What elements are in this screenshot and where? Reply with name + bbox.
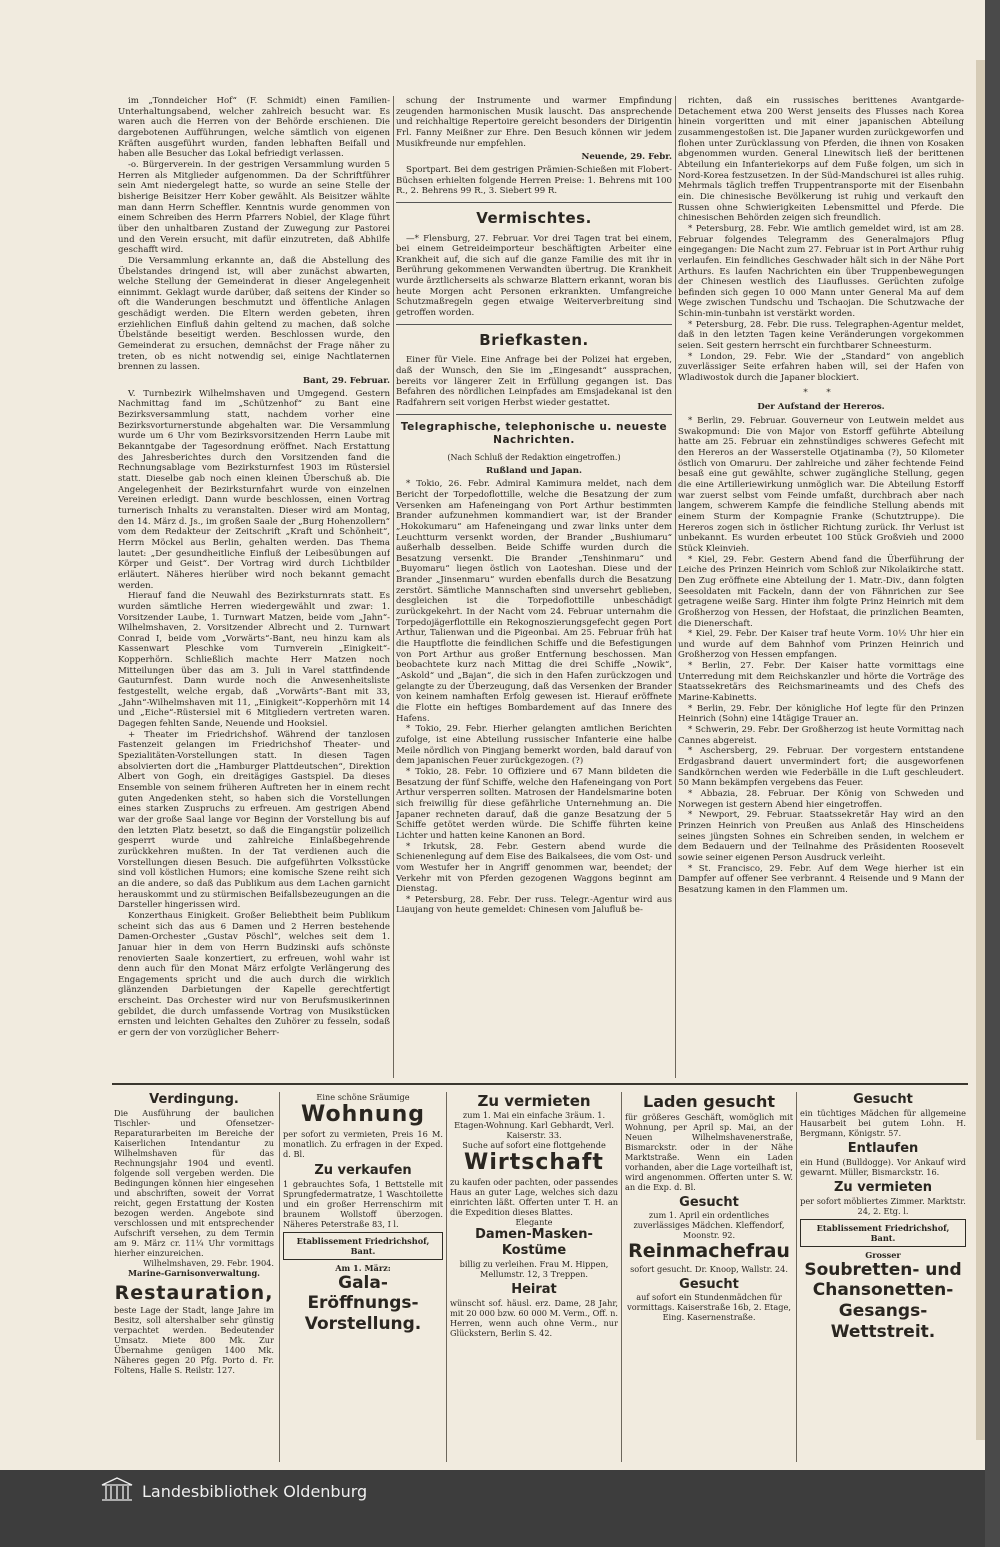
ad-title: Laden gesucht (643, 1092, 775, 1111)
news-item: * Petersburg, 28. Febr. Der russ. Telegr.-Agentur wird aus Liaujang von heute gemeldet: Chinesen vom Jalufluß be- (396, 894, 672, 916)
ad-box (283, 1232, 443, 1260)
ad-column-5 (800, 1092, 966, 1462)
subheading: (Nach Schluß der Redaktion eingetroffen.) (447, 452, 621, 462)
column-2 (396, 96, 672, 1078)
separator-stars: * * (803, 387, 839, 398)
ad-rule (279, 1092, 280, 1462)
ad-rule (621, 1092, 622, 1462)
ad-rule (796, 1092, 797, 1462)
ad-text: Eine schöne Sräumige (316, 1092, 410, 1102)
ad-text: per sofort zu vermieten, Preis 16 M. monatlich. Zu erfragen in der Exped. d. Bl. (283, 1128, 443, 1159)
ad-text: Die Ausführung der baulichen Tischler- und Ofensetzer-Reparaturarbeiten im Bereiche der Kaiserlichen Intendantur zu Wilhelmshaven für das Rechnungsjahr 1904 und eventl. folgende soll vergeben werden. Die Bedingungen können hier eingesehen und abschriften, soweit der Vorrat reicht, gegen Erstattung der Kosten bezogen werden. Angebote sind verschlossen und mit entsprechender Aufschrift versehen, zu dem Termin am 9. März cr. 11¼ Uhr vormittags hierher einzureichen. (114, 1107, 274, 1258)
column-1 (118, 96, 390, 1078)
news-item: * Kiel, 29. Febr. Gestern Abend fand die Überführung der Leiche des Prinzen Heinrich vom Schloß zur Nikolaikirche statt. Den Zug eröffnete eine Abteilung der 1. Matr.-Div., dann folgten Seesoldaten mit Fackeln, dann der von Fähnrichen zur See getragene weiße Sarg. Hinter ihm folgte Prinz Heinrich mit dem Großherzog von Hessen, der Hofstaat, die prinzlichen Beamten, die Dienerschaft. (678, 554, 964, 629)
ad-title: Zu verkaufen (314, 1162, 412, 1178)
ad-text: zum 1. Mai ein einfache 3räum. 1. Etagen-Wohnung. Karl Gebhardt, Verl. Kaiserstr. 33. (454, 1110, 614, 1141)
ad-title: Reinmachefrau (628, 1240, 790, 1263)
ad-date: Am 1. März: (335, 1262, 391, 1273)
ad-text: ein tüchtiges Mädchen für allgemeine Hausarbeit bei gutem Lohn. H. Bergmann, Königstr. 57. (800, 1107, 966, 1138)
ad-text: per sofort möbliertes Zimmer. Marktstr. 24, 2. Etg. l. (800, 1195, 966, 1216)
ad-text: Elegante (515, 1217, 553, 1228)
ads-separator (112, 1083, 968, 1085)
ad-title: Gesucht (679, 1194, 739, 1210)
news-item: * Schwerin, 29. Febr. Der Großherzog ist heute Vormittag nach Cannes abgereist. (678, 725, 964, 746)
ad-title: Entlaufen (847, 1140, 919, 1156)
news-item: * London, 29. Febr. Wie der „Standard“ von angeblich zuverlässiger Seite erfahren haben will, sei der Hafen von Wladiwostok durch die Japaner blockiert. (678, 351, 964, 384)
news-item: * Berlin, 29. Febr. Der königliche Hof legte für den Prinzen Heinrich (Sohn) eine 14tägige Trauer an. (678, 703, 964, 725)
paragraph: im „Tonndeicher Hof“ (F. Schmidt) einen Familien-Unterhaltungsabend, welcher zahlreich besucht war. Es waren auch die Herren von der Behörde erschienen. Die dargebotenen Aufführungen, welche sämtlich von eigenen Kräften ausgeführt wurden, fanden lebhaften Beifall und haben alle Besucher das Lokal befriedigt verlassen. (118, 96, 390, 160)
ad-title: Damen-Masken-Kostüme (475, 1227, 593, 1258)
news-item: * Irkutsk, 28. Febr. Gestern abend wurde die Schienenlegung auf dem Eise des Baikalsees, die vom Ost- und vom Westufer her in Angriff genommen war, beendet; der Verkehr mit von Pferden gezogenen Waggons beginnt am Dienstag. (396, 841, 672, 895)
ad-title: Restauration, (114, 1281, 274, 1304)
ad-title: Wirtschaft (464, 1150, 604, 1176)
news-item: richten, daß ein russisches berittenes Avantgarde-Detachement etwa 200 Werst jenseits des Flusses nach Korea hinein vorgeritten und mit einer japanischen Abteilung zusammengestoßen ist. Die Japaner wurden zurückgeworfen und flohen unter Zurücklassung von Pferden, die ihnen von Kosaken abgenommen wurden. General Linewitsch ließ der berittenen Abteilung ein Infanteriekorps auf dem Fuße folgen, um sich in Nord-Korea festzusetzen. In der Süd-Mandschurei ist alles ruhig. Mehrmals täglich treffen Truppentransporte mit der Eisenbahn ein. Die chinesische Bevölkerung ist ruhig und verkauft den Russen ohne Schwierigkeiten Lebensmittel und Pferde. Die chinesischen Behörden zeigen sich freundlich. (678, 96, 964, 224)
news-item: * Abbazia, 28. Februar. Der König von Schweden und Norwegen ist gestern Abend hier eingetroffen. (678, 789, 964, 810)
paragraph: —* Flensburg, 27. Februar. Vor drei Tagen trat bei einem, bei einem Getreideimporteur beschäftigten Arbeiter eine Krankheit auf, die sich auf die ganze Familie des mit ihr in Berührung gekommenen Verwandten übertrug. Die Krankheit wurde ärztlicherseits als schwarze Blattern erkannt, woran bis heute Morgen acht Personen erkrankten. Umfangreiche Schutzmaßregeln gegen etwaige Weiterverbreitung sind getroffen worden. (396, 233, 672, 319)
ad-title: Gesucht (679, 1276, 739, 1292)
ad-signature: Marine-Garnisonverwaltung. (127, 1267, 261, 1278)
section-heading-vermischtes: Vermischtes. (476, 208, 592, 227)
section-heading-briefkasten: Briefkasten. (479, 330, 589, 349)
scan-border (985, 0, 1000, 1547)
ad-box (800, 1219, 966, 1247)
section-heading-telegraphic-news: Telegraphische, telephonische u. neueste Nachrichten. (400, 420, 668, 446)
ad-rule (446, 1092, 447, 1462)
news-item: * Tokio, 26. Febr. Admiral Kamimura meldet, nach dem Bericht der Torpedoflottille, welche die Besatzung der zum Versenken am Hafeneingang von Port Arthur bestimmten Brander aufzunehmen kommandiert war, ist der Brander „Hokokumaru“ am Hafeneingang und zwar links unter dem Leuchtturm versenkt worden, der Brander „Bushiumaru“ außerhalb desselben. Beide Schiffe wurden durch die Besatzung versenkt. Die Brander „Tenshinmaru“ und „Buyomaru“ liegen östlich von Laoteshan. Diese und der Brander „Jinsenmaru“ wurden ebenfalls durch die Besatzung zerstört. Sämtliche Mannschaften sind unversehrt geblieben, desgleichen ist die Torpedoflottille unbeschädigt zurückgekehrt. In der Nacht vom 24. Februar unternahm die Torpedojägerflottille ein Rekognoszierungsgefecht gegen Port Arthur, Talienwan und die Pigeonbai. Am 25. Februar früh hat die Hauptflotte die feindlichen Schiffe und die Befestigungen von Port Arthur aus großer Entfernung beschossen. Man beobachtete kurz nach Mittag die drei Schiffe „Nowik“, „Askold“ und „Bajan“, die sich in den Hafen zurückzogen und gelangte zu der Überzeugung, daß das Versenken der Brander von keinem namhaften Erfolg gewesen ist. Hierauf eröffnete die Flotte ein heftiges Bombardement auf das Innere des Hafens. (396, 479, 672, 724)
divider (396, 324, 672, 325)
ad-column-4 (625, 1092, 793, 1462)
ad-title: Verdingung. (149, 1092, 239, 1107)
divider (396, 414, 672, 415)
ad-column-2 (283, 1092, 443, 1462)
news-item: * St. Francisco, 29. Febr. Auf dem Wege hierher ist ein Dampfer auf offener See verbrannt. 4 Reisende und 9 Mann der Besatzung kamen in den Flammen um. (678, 863, 964, 895)
ad-title: Zu vermieten (833, 1179, 932, 1195)
ad-text: beste Lage der Stadt, lange Jahre im Besitz, soll altershalber sehr günstig verpachtet werden. Bedeutender Umsatz. Miete 800 Mk. Zur Übernahme genügen 1400 Mk. Näheres gegen 20 Pfg. Porto d. Fr. Foltens, Halle S. Reilstr. 127. (114, 1305, 274, 1376)
ad-title: Wohnung (301, 1102, 425, 1127)
section-title: Der Aufstand der Hereros. (757, 402, 885, 413)
ad-column-1 (114, 1092, 274, 1462)
paragraph: -o. Bürgerverein. In der gestrigen Versammlung wurden 5 Herren als Mitglieder aufgenommen. Da der Schriftführer sein Amt niedergelegt hatte, so wurde an seine Stelle der bisherige Beisitzer Herr Kober gewählt. Als Beisitzer wählte man dann Herrn Scheffler. Kenntnis wurde genommen von einem Schreiben des Herrn Pfarrers Nobiel, der Klage führt über den unhaltbaren Zustand der Zuwegung zur Pastorei und den Verein ersucht, mit dafür einzutreten, daß Abhilfe geschafft wird. (118, 159, 390, 256)
ad-text: zu kaufen oder pachten, oder passendes Haus an guter Lage, welches sich dazu einrichten läßt. Offerten unter T. H. an die Expedition dieses Blattes. (450, 1177, 618, 1218)
ad-text: wünscht sof. häusl. erz. Dame, 28 Jahr, mit 20 000 bzw. 60 000 M. Verm., Off. n. Herren, wenn auch ohne Verm., nur Glückstern, Berlin S. 42. (450, 1297, 618, 1338)
news-item: * Berlin, 27. Febr. Der Kaiser hatte vormittags eine Unterredung mit dem Reichskanzler und hörte die Vorträge des Staatssekretärs des Reichsmarineamts und des Chefs des Marine-Kabinetts. (678, 661, 964, 704)
page-edge (976, 60, 985, 1440)
paragraph: V. Turnbezirk Wilhelmshaven und Umgegend. Gestern Nachmittag fand im „Schützenhof“ zu Bant eine Bezirksversammlung statt, nachdem vorher eine Bezirksvorturnerstunde abgehalten war. Die Versammlung wurde um 6 Uhr vom Bezirksvorsitzenden Herrn Laube mit Bekanntgabe der Tagesordnung eröffnet. Nach Erstattung des Jahresberichtes durch den Vorsitzenden fand die Rechnungsablage vom Bezirksturnfest 1903 im Rüstersiel statt. Dieselbe gab noch einen kleinen Überschuß ab. Die Angelegenheit der Bezirksturnfahrt wurde von einzelnen Vereinen erledigt. Dann wurde beschlossen, einen Vortrag turnerisch Inhalts zu veranstalten. Dieser wird am Montag, den 14. März d. Js., im großen Saale der „Burg Hohenzollern“ vom dem Redakteur der Zeitschrift „Kraft und Schönheit“, Herrn Möckel aus Berlin, gehalten werden. Das Thema lautet: „Der gesundheitliche Einfluß der Leibesübungen auf Körper und Geist“. Der Vortrag wird durch Lichtbilder erläutert. Näheres hierüber wird noch bekannt gemacht werden. (118, 388, 390, 591)
paragraph: Sportpart. Bei dem gestrigen Prämien-Schießen mit Flobert-Büchsen erhielten folgende Herren Preise: 1. Behrens mit 100 R., 2. Behrens 99 R., 3. Siebert 99 R. (396, 164, 672, 197)
dateline: Bant, 29. Februar. (302, 376, 390, 387)
paragraph: Die Versammlung erkannte an, daß die Abstellung des Übelstandes dringend ist, will aber zunächst abwarten, welche Stellung der Gemeinderat in dieser Angelegenheit einnimmt. Geklagt wurde darüber, daß seitens der Kinder so oft die Wanderungen beschmutzt und öffentliche Anlagen geschädigt werden. Die Eltern werden gebeten, ihren erziehlichen Einfluß dahin geltend zu machen, daß solche Übelstände beseitigt werden. Beschlossen wurde, den Gemeinderat zu ersuchen, demnächst der Frage näher zu treten, ob es nicht notwendig sei, einige Nachtlaternen brennen zu lassen. (118, 255, 390, 373)
news-item: * Aschersberg, 29. Februar. Der vorgestern entstandene Erdgasbrand dauert unvermindert fort; die ausgeworfenen Sandkörnchen werden wie Federbälle in die Luft geschleudert. 50 Mann bekämpfen vergebens das Feuer. (678, 746, 964, 789)
ad-text: für größeres Geschäft, womöglich mit Wohnung, per April sp. Mai, an der Neuen Wilhelmshavenerstraße, Bismarckstr. oder in der Nähe Marktstraße. Wenn ein Laden vorhanden, aber die Lage vorteilhaft ist, wird angenommen. Offerten unter S. W. an die Exp. d. Bl. (625, 1111, 793, 1192)
ad-text: Suche auf sofort eine flottgehende (462, 1140, 606, 1151)
ad-text: Grosser (865, 1249, 901, 1260)
news-item: * Kiel, 29. Febr. Der Kaiser traf heute Vorm. 10½ Uhr hier ein und wurde auf dem Bahnhof vom Prinzen Heinrich und Großherzog von Hessen empfangen. (678, 629, 964, 661)
ad-title: Etablissement Friedrichshof, Bant. (296, 1235, 430, 1256)
section-title: Rußland und Japan. (486, 465, 582, 476)
ad-title: Heirat (511, 1281, 557, 1297)
ad-text: auf sofort ein Stundenmädchen für vormittags. Kaiserstraße 16b, 2. Etage, Eing. Kasernenstraße. (627, 1292, 791, 1323)
column-rule (675, 96, 676, 1078)
news-item: * Petersburg, 28. Febr. Wie amtlich gemeldet wird, ist am 28. Februar folgendes Telegramm des Generalmajors Pflug eingegangen: Die Nacht zum 27. Februar ist in Port Arthur ruhig verlaufen. Ein feindliches Geschwader hält sich in der Nähe Port Arthurs. Es laufen Nachrichten ein über Truppenbewegungen der Chinesen westlich des Liauflusses. Gerüchten zufolge befinden sich gegen 10 000 Mann unter General Ma auf dem Wege zwischen Tundschu und Tschaojan. Die Schutzwache der Schin-min-tunbahn ist verstärkt worden. (678, 223, 964, 320)
news-item: * Tokio, 29. Febr. Hierher gelangten amtlichen Berichten zufolge, ist eine Abteilung russischer Infanterie eine halbe Meile nördlich von Pingjang bemerkt worden, bald darauf von dem japanischen Feuer zurückgezogen. (?) (396, 724, 672, 767)
news-item: * Tokio, 28. Febr. 10 Offiziere und 67 Mann bildeten die Besatzung der fünf Schiffe, welche den Hafeneingang von Port Arthur versperren sollten. Matrosen der Handelsmarine boten sich freiwillig für diese gefährliche Unternehmung an. Die Japaner rechneten darauf, daß die ganze Besatzung der 5 Schiffe getötet werden würde. Die Schiffe führten keine Lichter und hatten keine Kanonen an Bord. (396, 766, 672, 841)
library-name: Landesbibliothek Oldenburg (142, 1482, 368, 1501)
paragraph: + Theater im Friedrichshof. Während der tanzlosen Fastenzeit gelangen im Friedrichshof Theater- und Spezialitäten-Vorstellungen statt. In diesen Tagen absolvierten dort die „Hamburger Plattdeutschen“, Direktion Albert von Gogh, ein dreitägiges Gastspiel. Da dieses Ensemble von seinem früheren Auftreten her in einem recht guten Angedenken steht, so haben sich die Vorstellungen eines starken Zuspruchs zu erfreuen. Am gestrigen Abend war der große Saal lange vor Beginn der Vorstellung bis auf den letzten Platz besetzt, so daß die Eingangstür polizeilich gesperrt wurde und zahlreiche Einlaßbegehrende zurückkehren mußten. In der Tat verdienen auch die Vorstellungen diesen Besuch. Die aufgeführten Volksstücke sind voll köstlichen Humors; eine komische Szene reiht sich an die andere, so daß das Publikum aus dem Lachen garnicht herauskommt und zu stürmischen Beifallsbezeugungen an die Darsteller hingerissen wird. (118, 729, 390, 911)
ad-title: Zu vermieten (477, 1092, 591, 1110)
paragraph: Hierauf fand die Neuwahl des Bezirksturnrats statt. Es wurden sämtliche Herren wiedergewählt und zwar: 1. Vorsitzender Laube, 1. Turnwart Matzen, beide vom „Jahn“-Wilhelmshaven, 2. Vorsitzender Albrecht und 2. Turnwart Conrad I, beide vom „Vorwärts“-Bant, neu hinzu kam als Kassenwart Pleschke vom Turnverein „Einigkeit“-Kopperhörn. Schließlich machte Herr Matzen noch Mitteilungen über das am 3. Juli in Varel stattfindende Gauturnfest. Dann wurde noch die Anwesenheitsliste festgestellt, welche ergab, daß „Vorwärts“-Bant mit 33, „Jahn“-Wilhelmshaven mit 11, „Einigkeit“-Kopperhörn mit 14 und „Eiche“-Rüstersiel mit 6 Mitgliedern vertreten waren. Dagegen fehlten Sande, Neuende und Hooksiel. (118, 591, 390, 730)
paragraph: Konzerthaus Einigkeit. Großer Beliebtheit beim Publikum scheint sich das aus 6 Damen und 2 Herren bestehende Damen-Orchester „Gustav Pöschl“, welches seit dem 1. Januar hier in dem von Herrn Budzinski aufs schönste renovierten Saale konzertiert, zu erfreuen, wohl wahr ist denn auch für den Monat März erfolgte Verlängerung des Engagements spricht und die auch durch die wirklich glänzenden Darbietungen der Kapelle gerechtfertigt erscheint. Das Orchester wird nur von Berufsmusikerinnen gebildet, die durch umfassende Vortrag von Musikstücken ernsten und leichten Gehaltes den Zuhörer zu fesseln, sodaß er gern der von vorzüglicher Beherr- (118, 910, 390, 1039)
ad-date: Wilhelmshaven, 29. Febr. 1904. (143, 1257, 274, 1268)
ad-column-3 (450, 1092, 618, 1462)
divider (396, 202, 672, 203)
news-item: * Newport, 29. Februar. Staatssekretär Hay wird an den Prinzen Heinrich von Preußen aus Anlaß des Hinscheidens seines jüngsten Sohnes ein Schreiben senden, in welchem er dem Bedauern und der Teilnahme des Präsidenten Roosevelt sowie seiner eigenen Person Ausdruck verleiht. (678, 810, 964, 863)
dateline: Neuende, 29. Febr. (581, 152, 672, 163)
paragraph: schung der Instrumente und warmer Empfindung zeugenden harmonischen Musik lauscht. Das ansprechende und reichhaltige Repertoire gereicht besonders der Dirigentin Frl. Fanny Meißner zur Ehre. Den Besuch können wir jedem Musikfreunde nur empfehlen. (396, 96, 672, 149)
news-item: * Petersburg, 28. Febr. Die russ. Telegraphen-Agentur meldet, daß in den letzten Tagen keine Veränderungen vorgekommen seien. Seit gestern herrscht ein furchtbarer Schneesturm. (678, 319, 964, 352)
ad-title: Etablissement Friedrichshof, Bant. (816, 1222, 950, 1243)
ad-text: zum 1. April ein ordentliches zuverlässiges Mädchen. Kleffendorf, Moonstr. 92. (633, 1210, 785, 1241)
column-rule (393, 96, 394, 1078)
ad-text: sofort gesucht. Dr. Knoop, Wallstr. 24. (630, 1263, 788, 1274)
ad-text: 1 gebrauchtes Sofa, 1 Bettstelle mit Sprungfedermatratze, 1 Waschtoilette und ein großer Herrenschirm mit braunem Wollstoff überzogen. Näheres Peterstraße 83, I l. (283, 1178, 443, 1229)
ad-title: Gala-Eröffnungs-Vorstellung. (304, 1272, 422, 1335)
ad-text: ein Hund (Bulldogge). Vor Ankauf wird gewarnt. Müller, Bismarckstr. 16. (800, 1156, 966, 1177)
paragraph: Einer für Viele. Eine Anfrage bei der Polizei hat ergeben, daß der Wunsch, den Sie im „Eingesandt“ aussprachen, bereits vor längerer Zeit in Erfüllung gegangen ist. Das Befahren des nördlichen Leinpfades am Emsjadekanal ist den Radfahrern seit vorigen Herbst wieder gestattet. (396, 355, 672, 408)
news-item: * Berlin, 29. Februar. Gouverneur von Leutwein meldet aus Swakopmund: Die von Major von Estorff geführte Abteilung hatte am 25. Februar ein zehnstündiges schweres Gefecht mit den Hereros an der Wasserstelle Otjatinamba (?), 50 Kilometer östlich von Omaruru. Der zahlreiche und zäher fechtende Feind besaß eine gut gewählte, schwer zugängliche Stellung, gegen die eine Artilleriewirkung unmöglich war. Die Abteilung Estorff war zuerst selbst vom Feinde umfaßt, durchbrach aber nach langem, schwerem Kampfe die feindliche Stellung abends mit einem Sturm der Kompagnie Franke (Schutztruppe). Die Hereros zogen sich in östlicher Richtung zurück. Ihr Verlust ist unbekannt. Es wurden erbeutet 100 Stück Großvieh und 2000 Stück Kleinvieh. (678, 416, 964, 554)
library-building-icon (100, 1476, 134, 1502)
ad-text: billig zu verleihen. Frau M. Hippen, Mellumstr. 12, 3 Treppen. (459, 1258, 609, 1279)
ad-title: Soubretten- und Chansonetten-Gesangs-Wettstreit. (804, 1259, 962, 1342)
ad-title: Gesucht (853, 1092, 913, 1107)
column-3 (678, 96, 964, 1078)
